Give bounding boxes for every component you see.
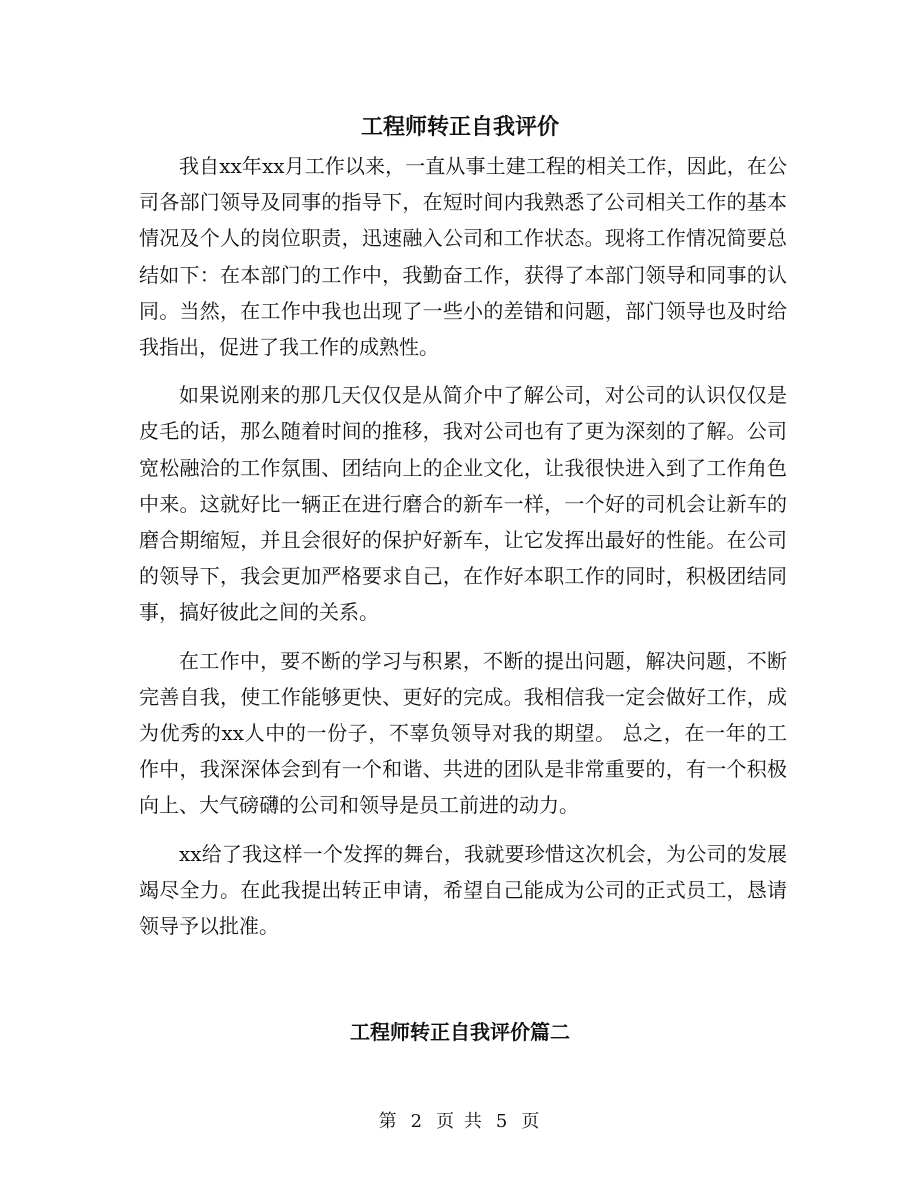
page-label-prefix: 第 <box>378 1111 399 1132</box>
page-footer <box>0 1110 920 1134</box>
page-label-suffix: 页 <box>521 1111 542 1132</box>
document-title: 工程师转正自我评价 <box>360 114 559 140</box>
paragraph-2: 如果说刚来的那几天仅仅是从简介中了解公司，对公司的认识仅仅是皮毛的话，那么随着时间的推移，我对公司也有了更为深刻的了解。公司宽松融洽的工作氛围、团结向上的企业文化，让我很快进入到了工作角色中来。这就好比一辆正在进行磨合的新车一样，一个好的司机会让新车的磨合期缩短，并且会很好的保护好新车，让它发挥出最好的性能。在公司的领导下，我会更加严格要求自己，在作好本职工作的同时，积极团结同事，搞好彼此之间的关系。 <box>139 383 787 625</box>
paragraph-3: 在工作中，要不断的学习与积累，不断的提出问题，解决问题，不断完善自我，使工作能够更快、更好的完成。我相信我一定会做好工作，成为优秀的xx人中的一份子，不辜负领导对我的期望。 总之，在一年的工作中，我深深体会到有一个和谐、共进的团队是非常重要的，有一个积极向上、大气磅礴的公司和领导是员工前进的动力。 <box>139 648 787 818</box>
paragraph-4: xx给了我这样一个发挥的舞台，我就要珍惜这次机会，为公司的发展竭尽全力。在此我提出转正申请，希望自己能成为公司的正式员工，恳请领导予以批准。 <box>139 841 787 939</box>
section-subtitle: 工程师转正自我评价篇二 <box>350 1020 570 1044</box>
page-label-mid: 页 共 <box>436 1111 484 1132</box>
paragraph-1: 我自xx年xx月工作以来，一直从事土建工程的相关工作，因此，在公司各部门领导及同事的指导下，在短时间内我熟悉了公司相关工作的基本情况及个人的岗位职责，迅速融入公司和工作状态。现将工作情况简要总结如下：在本部门的工作中，我勤奋工作，获得了本部门领导和同事的认同。当然，在工作中我也出现了一些小的差错和问题，部门领导也及时给我指出，促进了我工作的成熟性。 <box>139 154 787 360</box>
document-body <box>139 148 787 956</box>
page-current: 2 <box>410 1111 425 1132</box>
page-total: 5 <box>495 1111 510 1132</box>
